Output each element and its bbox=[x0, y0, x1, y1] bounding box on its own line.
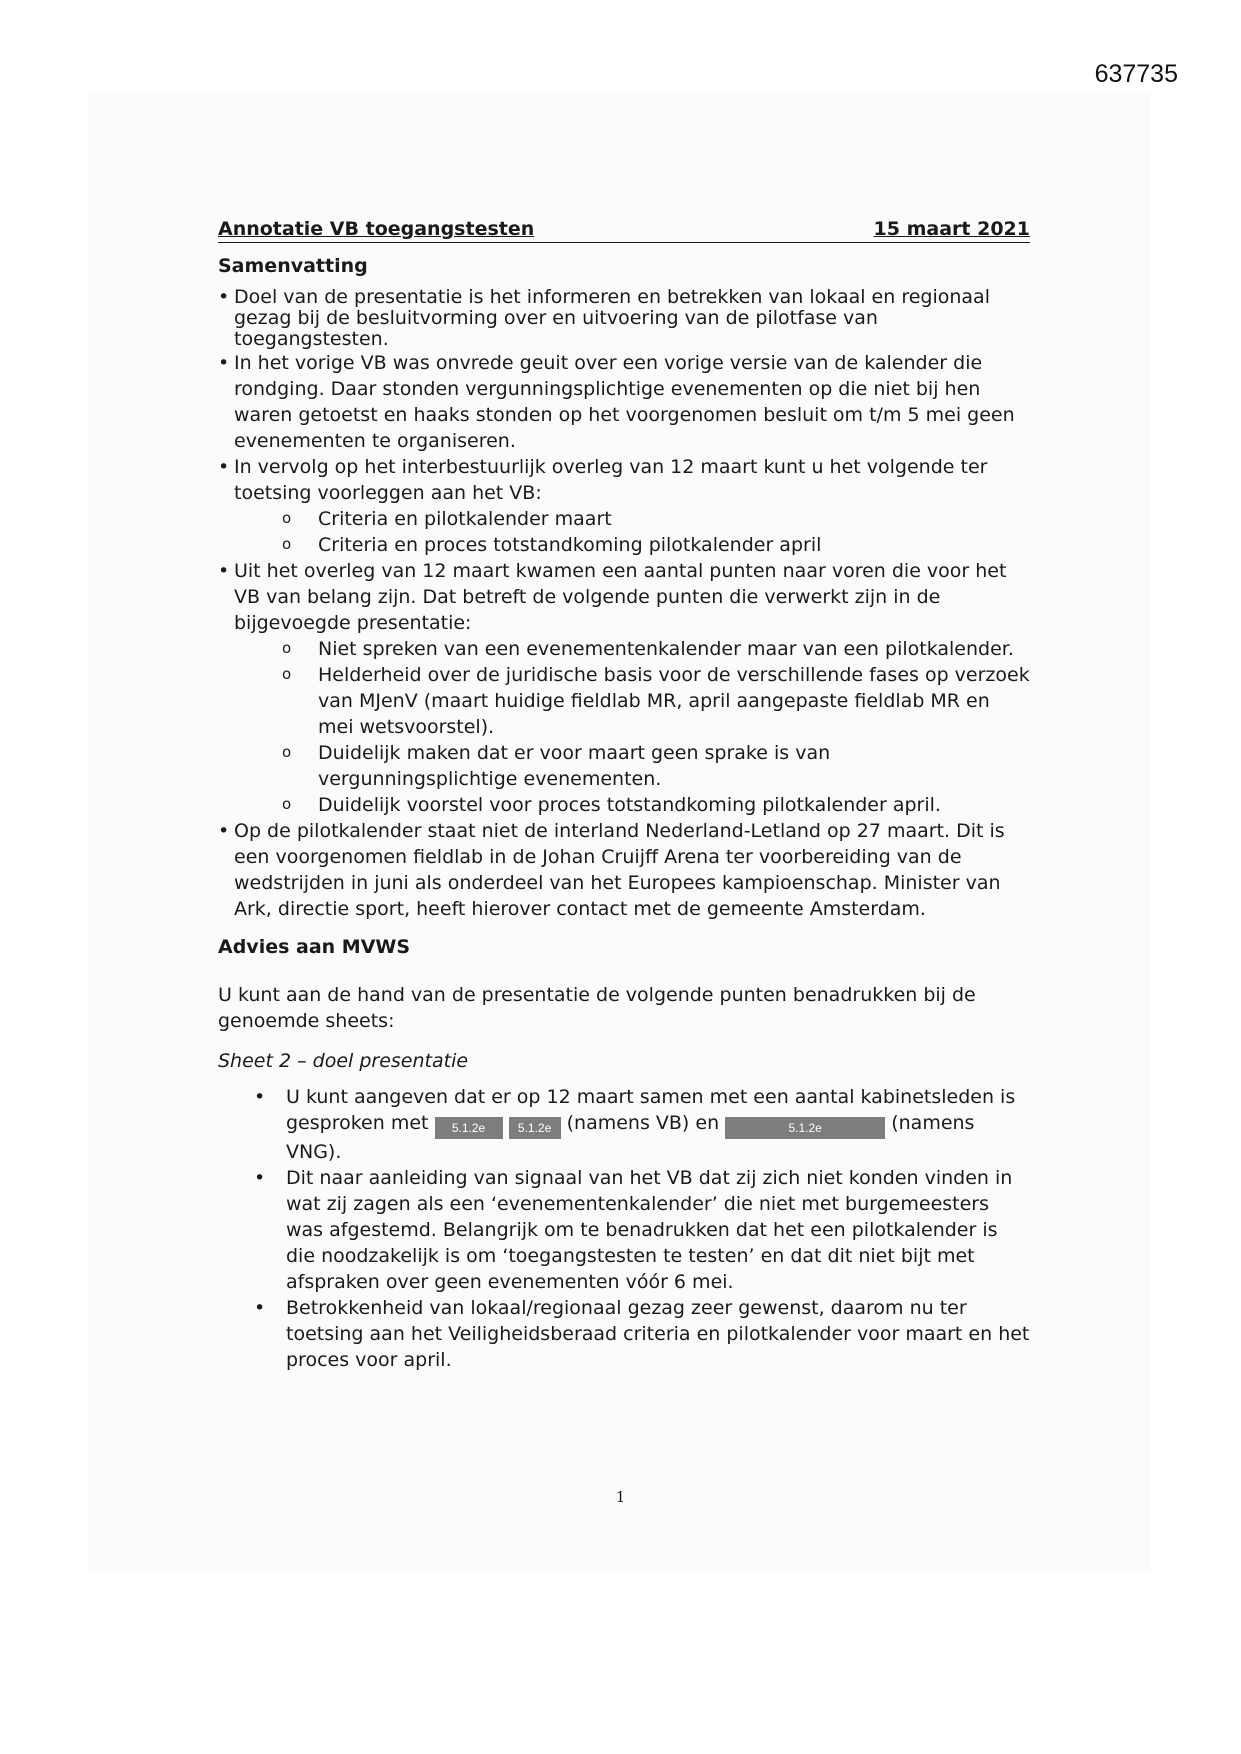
advice-list bbox=[218, 1084, 1030, 1373]
summary-item: • In het vorige VB was onvrede geuit over een vorige versie van de kalender die rondging. Daar stonden vergunningsplichtige evenementen op die niet bij hen waren getoetst en haaks stonden op het voorgenomen besluit om t/m 5 mei geen evenementen te organiseren. bbox=[218, 350, 1030, 454]
summary-subitem: o Criteria en pilotkalender maart bbox=[282, 506, 1030, 532]
redaction-block: 5.1.2e bbox=[725, 1117, 885, 1139]
summary-heading: Samenvatting bbox=[218, 255, 368, 277]
page-content bbox=[218, 216, 1030, 1373]
page-number: 1 bbox=[615, 1488, 626, 1506]
document-id: 637735 bbox=[1094, 60, 1178, 88]
summary-subitem: o Helderheid over de juridische basis voor de verschillende fases op verzoek van MJenV (maart huidige fieldlab MR, april aangepaste fieldlab MR en mei wetsvoorstel). bbox=[282, 662, 1030, 740]
summary-item: • Uit het overleg van 12 maart kwamen een aantal punten naar voren die voor het VB van belang zijn. Dat betreft de volgende punten die verwerkt zijn in de bijgevoegde presentatie: o Niet spreken van een evenementenkalender maar van een pilotkalender. o Helderheid over de juridische basis voor de verschillende fases op verzoek van MJenV (maart huidige fieldlab MR, april aangepaste fieldlab MR en mei wetsvoorstel). o Duidelijk maken dat er voor maart geen sprake is van vergunningsplichtige evenementen. o Duidelijk voorstel voor proces totstandkoming pilotkalender april. bbox=[218, 558, 1030, 818]
advice-intro: U kunt aan de hand van de presentatie de volgende punten benadrukken bij de genoemde sheets: bbox=[218, 984, 976, 1032]
summary-list bbox=[218, 287, 1030, 922]
summary-subitem: o Duidelijk voorstel voor proces totstandkoming pilotkalender april. bbox=[282, 792, 1030, 818]
summary-sublist bbox=[234, 506, 1030, 558]
summary-item: • Op de pilotkalender staat niet de interland Nederland-Letland op 27 maart. Dit is een voorgenomen fieldlab in de Johan Cruijff Arena ter voorbereiding van de wedstrijden in juni als onderdeel van het Europees kampioenschap. Minister van Ark, directie sport, heeft hierover contact met de gemeente Amsterdam. bbox=[218, 818, 1030, 922]
advice-heading: Advies aan MVWS bbox=[218, 936, 411, 958]
summary-subitem: o Duidelijk maken dat er voor maart geen sprake is van vergunningsplichtige evenementen. bbox=[282, 740, 1030, 792]
summary-item: • In vervolg op het interbestuurlijk overleg van 12 maart kunt u het volgende ter toetsing voorleggen aan het VB: o Criteria en pilotkalender maart o Criteria en proces totstandkoming pilotkalender april bbox=[218, 454, 1030, 558]
summary-item: • Doel van de presentatie is het informeren en betrekken van lokaal en regionaal gezag bij de besluitvorming over en uitvoering van de pilotfase van toegangstesten. bbox=[218, 287, 1030, 350]
summary-sublist bbox=[234, 636, 1030, 818]
title-row bbox=[218, 216, 1030, 243]
document-date: 15 maart 2021 bbox=[873, 218, 1030, 240]
summary-subitem: o Niet spreken van een evenementenkalender maar van een pilotkalender. bbox=[282, 636, 1030, 662]
advice-item: • U kunt aangeven dat er op 12 maart samen met een aantal kabinetsleden is gesproken met 5.1.2e 5.1.2e (namens VB) en 5.1.2e (namens VNG). bbox=[254, 1084, 1030, 1165]
sheet-title: Sheet 2 – doel presentatie bbox=[218, 1050, 469, 1072]
redaction-block: 5.1.2e bbox=[435, 1117, 503, 1139]
advice-item: • Betrokkenheid van lokaal/regionaal gezag zeer gewenst, daarom nu ter toetsing aan het Veiligheidsberaad criteria en pilotkalender voor maart en het proces voor april. bbox=[254, 1295, 1030, 1373]
redaction-block: 5.1.2e bbox=[509, 1117, 561, 1139]
document-title: Annotatie VB toegangstesten bbox=[218, 218, 535, 240]
advice-item: • Dit naar aanleiding van signaal van het VB dat zij zich niet konden vinden in wat zij zagen als een ‘evenementenkalender’ die niet met burgemeesters was afgestemd. Belangrijk om te benadrukken dat het een pilotkalender is die noodzakelijk is om ‘toegangstesten te testen’ en dat dit niet bijt met afspraken over geen evenementen vóór 6 mei. bbox=[254, 1165, 1030, 1295]
summary-subitem: o Criteria en proces totstandkoming pilotkalender april bbox=[282, 532, 1030, 558]
